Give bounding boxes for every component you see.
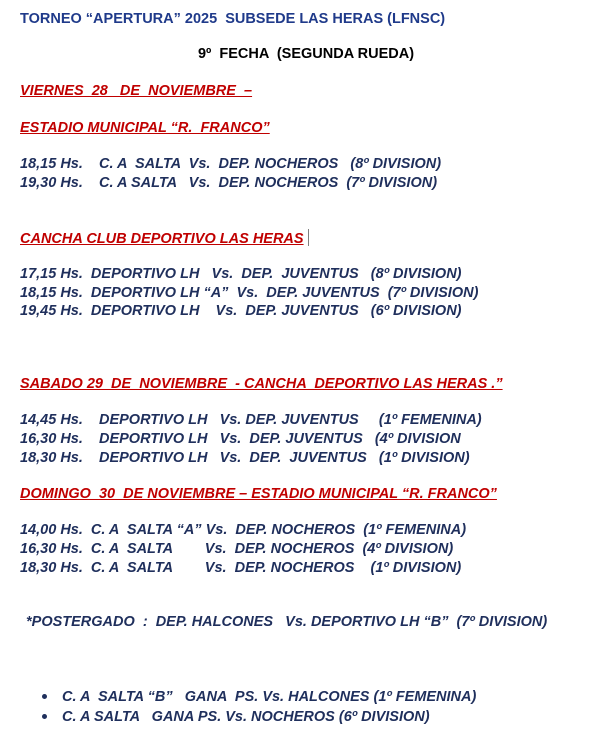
friday-heading: VIERNES 28 DE NOVIEMBRE – [20, 83, 253, 99]
tournament-title: TORNEO “APERTURA” 2025 SUBSEDE LAS HERAS (LFNSC) [20, 11, 446, 27]
match-line: 18,30 Hs. C. A SALTA Vs. DEP. NOCHEROS (1º DIVISION) [20, 560, 462, 576]
sunday-heading: DOMINGO 30 DE NOVIEMBRE – ESTADIO MUNICIPAL “R. FRANCO” [20, 486, 497, 502]
friday-venue: ESTADIO MUNICIPAL “R. FRANCO” [20, 120, 270, 136]
result-item: C. A SALTA GANA PS. Vs. NOCHEROS (6º DIVISION) [62, 709, 430, 725]
saturday-heading: SABADO 29 DE NOVIEMBRE - CANCHA DEPORTIVO LAS HERAS .” [20, 376, 503, 392]
match-line: 14,45 Hs. DEPORTIVO LH Vs. DEP. JUVENTUS (1º FEMENINA) [20, 412, 482, 428]
club-venue-row [20, 229, 309, 248]
text-cursor [308, 229, 309, 246]
match-line: 17,15 Hs. DEPORTIVO LH Vs. DEP. JUVENTUS (8º DIVISION) [20, 266, 462, 282]
club-venue: CANCHA CLUB DEPORTIVO LAS HERAS [20, 231, 304, 247]
match-line: 19,30 Hs. C. A SALTA Vs. DEP. NOCHEROS (7º DIVISION) [20, 175, 438, 191]
postponed-note: *POSTERGADO : DEP. HALCONES Vs. DEPORTIVO LH “B” (7º DIVISION) [26, 614, 548, 630]
result-item: C. A SALTA “B” GANA PS. Vs. HALCONES (1º FEMENINA) [62, 689, 477, 705]
match-line: 19,45 Hs. DEPORTIVO LH Vs. DEP. JUVENTUS (6º DIVISION) [20, 303, 462, 319]
round-subtitle: 9º FECHA (SEGUNDA RUEDA) [197, 46, 415, 62]
match-line: 18,15 Hs. C. A SALTA Vs. DEP. NOCHEROS (8º DIVISION) [20, 156, 442, 172]
match-line: 16,30 Hs. DEPORTIVO LH Vs. DEP. JUVENTUS (4º DIVISION [20, 431, 461, 447]
bullet-icon [42, 694, 47, 699]
match-line: 18,15 Hs. DEPORTIVO LH “A” Vs. DEP. JUVENTUS (7º DIVISION) [20, 285, 479, 301]
bullet-icon [42, 714, 47, 719]
match-line: 16,30 Hs. C. A SALTA Vs. DEP. NOCHEROS (4º DIVISION) [20, 541, 454, 557]
match-line: 14,00 Hs. C. A SALTA “A” Vs. DEP. NOCHEROS (1º FEMENINA) [20, 522, 467, 538]
match-line: 18,30 Hs. DEPORTIVO LH Vs. DEP. JUVENTUS (1º DIVISION) [20, 450, 470, 466]
